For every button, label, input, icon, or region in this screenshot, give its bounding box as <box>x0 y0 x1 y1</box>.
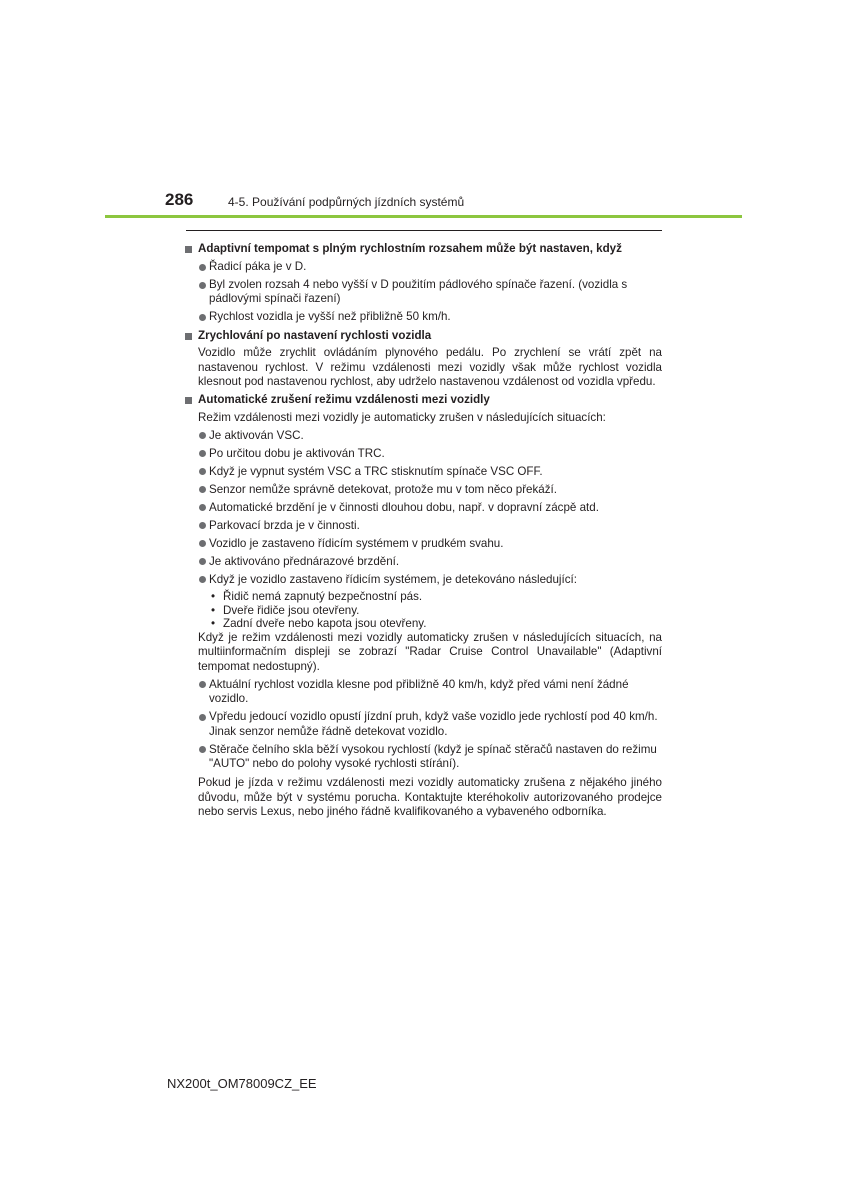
sub-list-item-text: Zadní dveře nebo kapota jsou otevřeny. <box>223 617 427 631</box>
sub-list-item-text: Dveře řidiče jsou otevřeny. <box>223 603 360 617</box>
round-bullet-icon <box>199 282 206 289</box>
list-item-text: Parkovací brzda je v činnosti. <box>209 518 360 532</box>
list-item <box>185 537 662 551</box>
list-item <box>185 447 662 461</box>
list-item <box>185 555 662 569</box>
list-item-text: Automatické brzdění je v činnosti dlouhou dobu, např. v dopravní zácpě atd. <box>209 500 599 514</box>
header-divider <box>105 215 742 218</box>
paragraph: Pokud je jízda v režimu vzdálenosti mezi vozidly automaticky zrušena z nějakého jiného důvodu, může být v systému porucha. Kontaktujte kteréhokoliv autorizovaného prodejce nebo servis Lexus, nebo jiného řádně kvalifikovaného a vybaveného odborníka. <box>198 776 662 819</box>
page-content <box>185 238 662 820</box>
list-item <box>185 519 662 533</box>
content-divider <box>186 230 662 231</box>
list-item-text: Byl zvolen rozsah 4 nebo vyšší v D použitím pádlového spínače řazení. (vozidla s pádlovými spínači řazení) <box>209 278 628 306</box>
list-item <box>185 310 662 324</box>
round-bullet-icon <box>199 746 206 753</box>
list-item-text: Senzor nemůže správně detekovat, protože mu v tom něco překáží. <box>209 482 557 496</box>
list-item-text: Řadicí páka je v D. <box>209 260 307 273</box>
list-item <box>185 278 662 307</box>
list-item <box>185 465 662 479</box>
list-item-text: Vozidlo je zastaveno řídicím systémem v prudkém svahu. <box>209 536 504 550</box>
sub-list <box>185 590 662 631</box>
list-item <box>185 483 662 497</box>
dot-bullet-icon: • <box>211 590 216 604</box>
list-item-text: Je aktivováno přednárazové brzdění. <box>209 554 400 568</box>
list-item <box>185 743 662 772</box>
list-item-text: Stěrače čelního skla běží vysokou rychlostí (když je spínač stěračů nastaven do režimu "AUTO" nebo do polohy vysoké rychlosti stírání). <box>209 742 657 771</box>
paragraph: Když je režim vzdálenosti mezi vozidly automaticky zrušen v následujících situacích, na multiinformačním displeji se zobrazí "Radar Cruise Control Unavailable" (Adaptivní tempomat nedostupný). <box>198 631 662 673</box>
sub-list-item-text: Řidič nemá zapnutý bezpečnostní pás. <box>223 590 423 604</box>
round-bullet-icon <box>199 681 206 688</box>
list-item-text: Vpředu jedoucí vozidlo opustí jízdní pruh, když vaše vozidlo jede rychlostí pod 40 km/h. Jinak senzor nemůže řádně detekovat vozidlo. <box>209 710 658 738</box>
dot-bullet-icon: • <box>211 603 216 617</box>
dot-bullet-icon: • <box>211 617 216 631</box>
list-item <box>185 429 662 443</box>
square-bullet-icon <box>185 397 192 404</box>
round-bullet-icon <box>199 314 206 321</box>
list-item-text: Když je vypnut systém VSC a TRC stisknutím spínače VSC OFF. <box>209 464 543 478</box>
sub-list-item <box>185 590 662 604</box>
list-item <box>185 260 662 274</box>
list-item <box>185 573 662 587</box>
paragraph: Režim vzdálenosti mezi vozidly je automaticky zrušen v následujících situacích: <box>198 410 606 424</box>
page-number: 286 <box>165 190 194 209</box>
section-heading <box>185 242 662 256</box>
document-code: NX200t_OM78009CZ_EE <box>167 1076 317 1091</box>
round-bullet-icon <box>199 450 206 457</box>
round-bullet-icon <box>199 264 206 271</box>
sub-list-item <box>185 604 662 618</box>
section-heading <box>185 329 662 343</box>
list-item-text: Když je vozidlo zastaveno řídicím systémem, je detekováno následující: <box>209 572 577 586</box>
paragraph: Vozidlo může zrychlit ovládáním plynového pedálu. Po zrychlení se vrátí zpět na nastavenou rychlost. V režimu vzdálenosti mezi vozidly však může rychlost vozidla klesnout pod nastavenou rychlost, aby udrželo nastavenou vzdálenost od vozidla vpředu. <box>198 346 662 389</box>
round-bullet-icon <box>199 522 206 529</box>
list-item <box>185 501 662 515</box>
list-item <box>185 710 662 739</box>
round-bullet-icon <box>199 576 206 583</box>
round-bullet-icon <box>199 468 206 475</box>
heading-text: Adaptivní tempomat s plným rychlostním rozsahem může být nastaven, když <box>198 242 622 255</box>
list-item-text: Je aktivován VSC. <box>209 428 304 442</box>
round-bullet-icon <box>199 504 206 511</box>
round-bullet-icon <box>199 486 206 493</box>
square-bullet-icon <box>185 333 192 340</box>
list-item-text: Aktuální rychlost vozidla klesne pod přibližně 40 km/h, když před vámi není žádné vozidlo. <box>209 677 629 706</box>
heading-text: Automatické zrušení režimu vzdálenosti mezi vozidly <box>198 393 490 407</box>
heading-text: Zrychlování po nastavení rychlosti vozidla <box>198 328 432 342</box>
sub-list-item <box>185 617 662 631</box>
list-item <box>185 678 662 707</box>
square-bullet-icon <box>185 246 192 253</box>
round-bullet-icon <box>199 432 206 439</box>
round-bullet-icon <box>199 558 206 565</box>
round-bullet-icon <box>199 714 206 721</box>
list-item-text: Rychlost vozidla je vyšší než přibližně 50 km/h. <box>209 310 451 324</box>
section-title: 4-5. Používání podpůrných jízdních systémů <box>228 195 465 209</box>
list-item-text: Po určitou dobu je aktivován TRC. <box>209 446 385 460</box>
round-bullet-icon <box>199 540 206 547</box>
section-heading <box>185 393 662 407</box>
